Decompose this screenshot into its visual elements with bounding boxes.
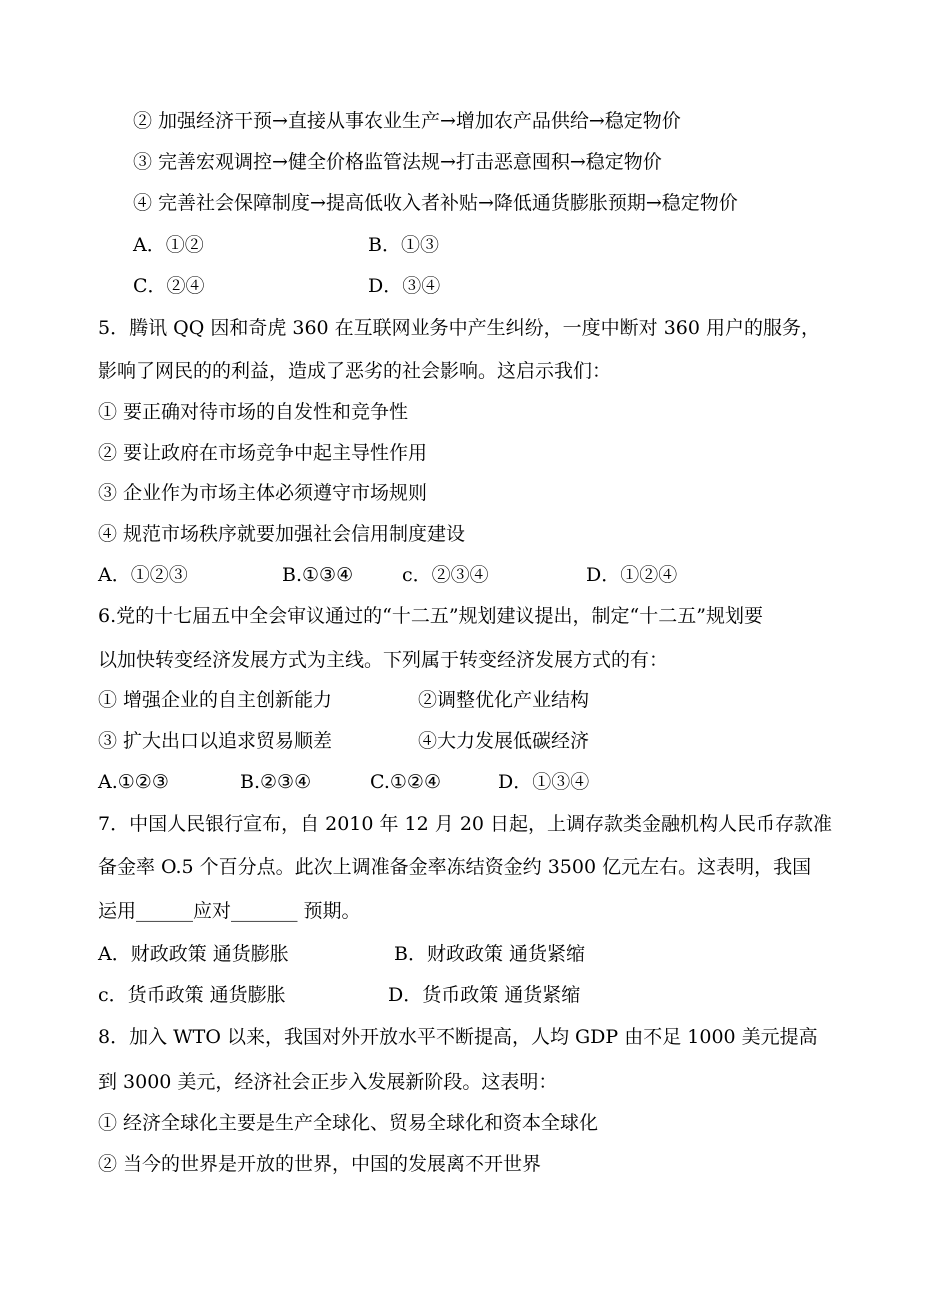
q6-item-1: ① 增强企业的自主创新能力 <box>98 689 333 711</box>
q7-option-b: B．财政政策 通货紧缩 <box>394 943 586 965</box>
q5-stem-line-1: 5．腾讯 QQ 因和奇虎 360 在互联网业务中产生纠纷，一度中断对 360 用户的服务， <box>98 317 821 339</box>
q7-stem-line-2: 备金率 O.5 个百分点。此次上调准备金率冻结资金约 3500 亿元左右。这表明，我国 <box>98 856 812 878</box>
q5-stem-line-2: 影响了网民的的利益，造成了恶劣的社会影响。这启示我们： <box>98 360 612 382</box>
q7-option-c: c．货币政策 通货膨胀 <box>98 984 286 1006</box>
q7-option-d: D．货币政策 通货紧缩 <box>388 984 581 1006</box>
q5-item-3: ③ 企业作为市场主体必须遵守市场规则 <box>98 482 428 504</box>
q5-option-c: c．②③④ <box>402 564 489 586</box>
q7-option-a: A．财政政策 通货膨胀 <box>98 943 289 965</box>
q8-stem-line-2: 到 3000 美元，经济社会正步入发展新阶段。这表明： <box>98 1071 558 1093</box>
q4-option-a: A．①② <box>133 234 204 256</box>
q8-stem-line-1: 8．加入 WTO 以来，我国对外开放水平不断提高，人均 GDP 由不足 1000 美元提高 <box>98 1026 818 1048</box>
q6-stem-line-1: 6.党的十七届五中全会审议通过的“十二五”规划建议提出，制定“十二五”规划要 <box>98 605 763 627</box>
q6-item-2: ②调整优化产业结构 <box>418 689 590 711</box>
q5-item-4: ④ 规范市场秩序就要加强社会信用制度建设 <box>98 523 466 545</box>
q4-item-3: ③ 完善宏观调控→健全价格监管法规→打击恶意囤积→稳定物价 <box>133 151 662 173</box>
q5-item-2: ② 要让政府在市场竞争中起主导性作用 <box>98 442 428 464</box>
q5-option-b: B.①③④ <box>282 564 354 586</box>
q6-item-4: ④大力发展低碳经济 <box>418 730 590 752</box>
q4-option-b: B．①③ <box>368 234 439 256</box>
q8-item-1: ① 经济全球化主要是生产全球化、贸易全球化和资本全球化 <box>98 1112 599 1134</box>
q6-option-a: A.①②③ <box>98 771 169 793</box>
q5-option-a: A．①②③ <box>98 564 188 586</box>
q6-item-3: ③ 扩大出口以追求贸易顺差 <box>98 730 333 752</box>
q8-item-2: ② 当今的世界是开放的世界，中国的发展离不开世界 <box>98 1153 542 1175</box>
q6-option-d: D．①③④ <box>498 771 590 793</box>
q4-item-4: ④ 完善社会保障制度→提高低收入者补贴→降低通货膨胀预期→稳定物价 <box>133 192 738 214</box>
q4-item-2: ② 加强经济干预→直接从事农业生产→增加农产品供给→稳定物价 <box>133 110 681 132</box>
q7-stem-line-1: 7．中国人民银行宣布，自 2010 年 12 月 20 日起，上调存款类金融机构人民币存款准 <box>98 813 833 835</box>
q5-option-d: D．①②④ <box>586 564 678 586</box>
q7-stem-line-3: 运用______应对_______ 预期。 <box>98 900 361 922</box>
q6-option-b: B.②③④ <box>240 771 312 793</box>
q4-option-c: C．②④ <box>133 275 205 297</box>
q6-option-c: C.①②④ <box>370 771 441 793</box>
q6-stem-line-2: 以加快转变经济发展方式为主线。下列属于转变经济发展方式的有： <box>98 649 669 671</box>
q4-option-d: D．③④ <box>368 275 441 297</box>
q5-item-1: ① 要正确对待市场的自发性和竞争性 <box>98 401 409 423</box>
